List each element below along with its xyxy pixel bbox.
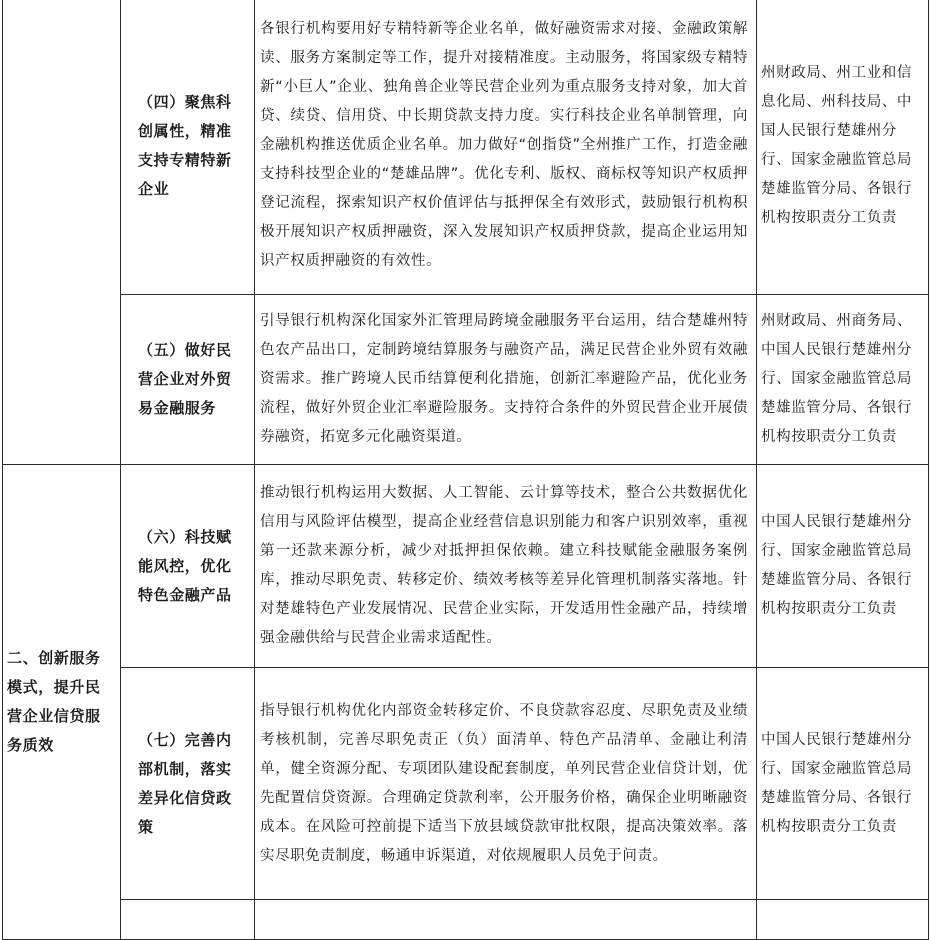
item-title-cell: （七）完善内部机制，落实差异化信贷政策 bbox=[121, 668, 255, 900]
responsible-units-cell: 中国人民银行楚雄州分行、国家金融监管总局楚雄监管分局、各银行机构按职责分工负责 bbox=[757, 465, 929, 668]
category-cell-one bbox=[3, 0, 121, 465]
item-title-cell: （四）聚焦科创属性，精准支持专精特新企业 bbox=[121, 0, 255, 295]
responsible-units-cell: 中国人民银行楚雄州分行、国家金融监管总局楚雄监管分局、各银行机构按职责分工负责 bbox=[757, 668, 929, 900]
item-title-cell: （五）做好民营企业对外贸易金融服务 bbox=[121, 295, 255, 465]
table-row bbox=[3, 668, 929, 900]
responsible-units-cell: 州财政局、州商务局、中国人民银行楚雄州分行、国家金融监管总局楚雄监管分局、各银行机构按职责分工负责 bbox=[757, 295, 929, 465]
item-detail-cell: 指导银行机构优化内部资金转移定价、不良贷款容忍度、尽职免责及业绩考核机制，完善尽职免责正（负）面清单、特色产品清单、金融让利清单，健全资源分配、专项团队建设配套制度，单列民营企业信贷计划，优先配置信贷资源。合理确定贷款利率，公开服务价格，确保企业明晰融资成本。在风险可控前提下适当下放县域贷款审批权限，提高决策效率。落实尽职免责制度，畅通申诉渠道，对依规履职人员免于问责。 bbox=[255, 668, 757, 900]
item-title-cell: （六）科技赋能风控，优化特色金融产品 bbox=[121, 465, 255, 668]
item-detail-cell: 引导银行机构深化国家外汇管理局跨境金融服务平台运用，结合楚雄州特色农产品出口，定制跨境结算服务与融资产品，满足民营企业外贸有效融资需求。推广跨境人民币结算便利化措施，创新汇率避险产品，优化业务流程，做好外贸企业汇率避险服务。支持符合条件的外贸民营企业开展债券融资，拓宽多元化融资渠道。 bbox=[255, 295, 757, 465]
responsible-units-cell: 州财政局、州工业和信息化局、州科技局、中国人民银行楚雄州分行、国家金融监管总局楚雄监管分局、各银行机构按职责分工负责 bbox=[757, 0, 929, 295]
item-detail-cell: 各银行机构要用好专精特新等企业名单，做好融资需求对接、金融政策解读、服务方案制定等工作，提升对接精准度。主动服务，将国家级专精特新“小巨人”企业、独角兽企业等民营企业列为重点服务支持对象，加大首贷、续贷、信用贷、中长期贷款支持力度。实行科技企业名单制管理，向金融机构推送优质企业名单。加力做好“创指贷”全州推广工作，打造金融支持科技型企业的“楚雄品牌”。优化专利、版权、商标权等知识产权质押登记流程，探索知识产权价值评估与抵押保全有效形式，鼓励银行机构积极开展知识产权质押融资，深入发展知识产权质押贷款，提高企业运用知识产权质押融资的有效性。 bbox=[255, 0, 757, 295]
item-detail-cell: 推动银行机构运用大数据、人工智能、云计算等技术，整合公共数据优化信用与风险评估模型，提高企业经营信息识别能力和客户识别效率，重视第一还款来源分析，减少对抵押担保依赖。建立科技赋能金融服务案例库，推动尽职免责、转移定价、绩效考核等差异化管理机制落实落地。针对楚雄特色产业发展情况、民营企业实际，开发适用性金融产品，持续增强金融供给与民营企业需求适配性。 bbox=[255, 465, 757, 668]
category-cell-two: 二、创新服务模式，提升民营企业信贷服务质效 bbox=[3, 465, 121, 940]
table-row bbox=[3, 295, 929, 465]
table-row bbox=[3, 0, 929, 295]
policy-table bbox=[2, 0, 929, 940]
table-row bbox=[3, 465, 929, 668]
